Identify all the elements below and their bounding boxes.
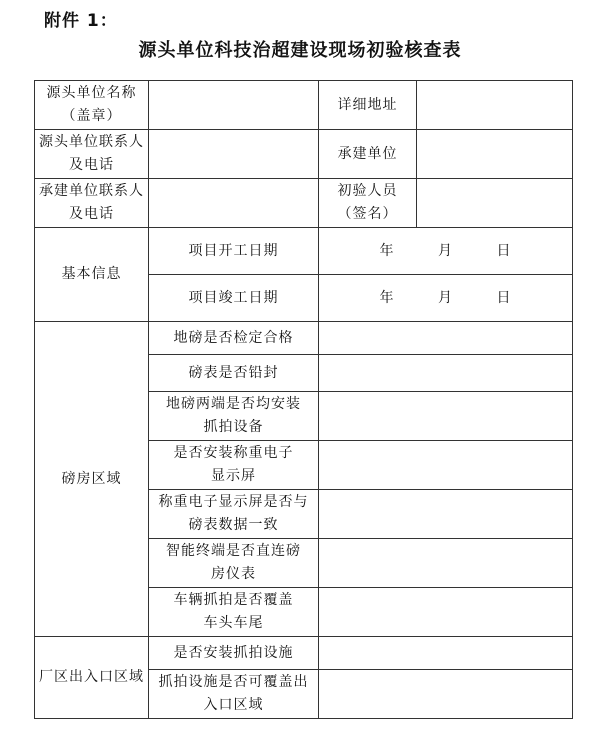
weigh-item-label: 车辆抓拍是否覆盖 车头车尾 (149, 588, 319, 637)
gate-item-label: 抓拍设施是否可覆盖出 入口区域 (149, 670, 319, 719)
weigh-item-value[interactable] (319, 355, 573, 392)
unit-name-value[interactable] (149, 81, 319, 130)
month-unit: 月 (438, 289, 453, 306)
attachment-label: 附件 1： (44, 11, 118, 31)
unit-name-label: 源头单位名称 （盖章） (35, 81, 149, 130)
gate-area-section: 厂区出入口区域 (35, 637, 149, 719)
weigh-item-label: 地磅是否检定合格 (149, 322, 319, 355)
row-start-date (35, 228, 573, 275)
contractor-value[interactable] (417, 130, 573, 179)
start-date-label: 项目开工日期 (149, 228, 319, 275)
day-unit: 日 (496, 242, 512, 259)
weigh-item-value[interactable] (319, 322, 573, 355)
weigh-item-value[interactable] (319, 392, 573, 441)
weigh-item-label: 磅表是否铅封 (149, 355, 319, 392)
form-title: 源头单位科技治超建设现场初验核查表 (138, 40, 462, 61)
weigh-item-value[interactable] (319, 490, 573, 539)
unit-contact-label: 源头单位联系人 及电话 (35, 130, 149, 179)
weigh-house-section: 磅房区域 (35, 322, 149, 637)
weigh-item-value[interactable] (319, 539, 573, 588)
address-label: 详细地址 (319, 81, 417, 130)
gate-item-value[interactable] (319, 637, 573, 670)
contractor-contact-label: 承建单位联系人 及电话 (35, 179, 149, 228)
inspector-value[interactable] (417, 179, 573, 228)
weigh-item-label: 地磅两端是否均安装 抓拍设备 (149, 392, 319, 441)
unit-contact-value[interactable] (149, 130, 319, 179)
weigh-item-value[interactable] (319, 588, 573, 637)
contractor-contact-value[interactable] (149, 179, 319, 228)
end-date-label: 项目竣工日期 (149, 275, 319, 322)
month-unit: 月 (438, 242, 453, 259)
weigh-item-value[interactable] (319, 441, 573, 490)
basic-info-section: 基本信息 (35, 228, 149, 322)
end-date-value[interactable] (319, 275, 573, 322)
weigh-item-label: 是否安装称重电子 显示屏 (149, 441, 319, 490)
gate-item-label: 是否安装抓拍设施 (149, 637, 319, 670)
inspection-table (34, 80, 573, 719)
contractor-label: 承建单位 (319, 130, 417, 179)
day-unit: 日 (496, 289, 512, 306)
row-gate-item (35, 637, 573, 670)
address-value[interactable] (417, 81, 573, 130)
row-unit-name (35, 81, 573, 130)
weigh-item-label: 智能终端是否直连磅 房仪表 (149, 539, 319, 588)
gate-item-value[interactable] (319, 670, 573, 719)
row-weigh-item (35, 322, 573, 355)
year-unit: 年 (379, 289, 395, 306)
year-unit: 年 (379, 242, 395, 259)
inspector-label: 初验人员 （签名） (319, 179, 417, 228)
row-contractor-contact (35, 179, 573, 228)
start-date-value[interactable] (319, 228, 573, 275)
weigh-item-label: 称重电子显示屏是否与 磅表数据一致 (149, 490, 319, 539)
row-unit-contact (35, 130, 573, 179)
